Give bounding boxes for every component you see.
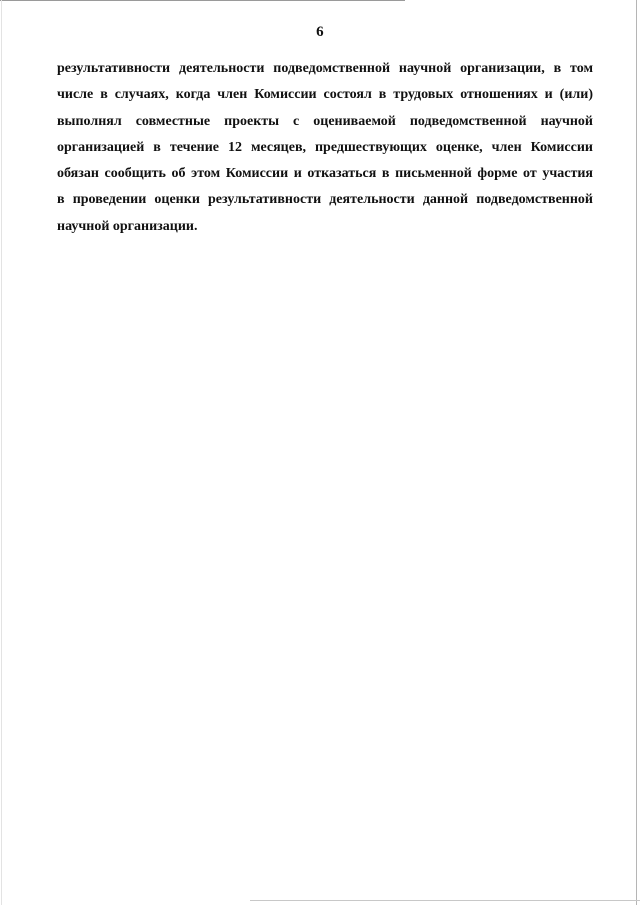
paragraph-line: результативности деятельности подведомственной научной организации, в том <box>57 61 593 76</box>
paragraph-line: организацией в течение 12 месяцев, предшествующих оценке, член Комиссии <box>57 139 593 155</box>
scan-edge-left <box>1 0 2 905</box>
scan-edge-right <box>636 0 637 905</box>
paragraph-line: выполнял совместные проекты с оцениваемой подведомственной научной <box>57 113 593 129</box>
paragraph-line: числе в случаях, когда член Комиссии состоял в трудовых отношениях и (или) <box>57 87 593 103</box>
scan-edge-top <box>0 0 405 1</box>
paragraph-line: научной организации. <box>57 218 198 234</box>
paragraph-line: обязан сообщить об этом Комиссии и отказаться в письменной форме от участия <box>57 166 593 182</box>
scan-edge-bottom <box>250 900 640 901</box>
page-number: 6 <box>316 24 324 40</box>
body-paragraph <box>57 58 593 242</box>
paragraph-line: в проведении оценки результативности деятельности данной подведомственной <box>57 192 593 208</box>
